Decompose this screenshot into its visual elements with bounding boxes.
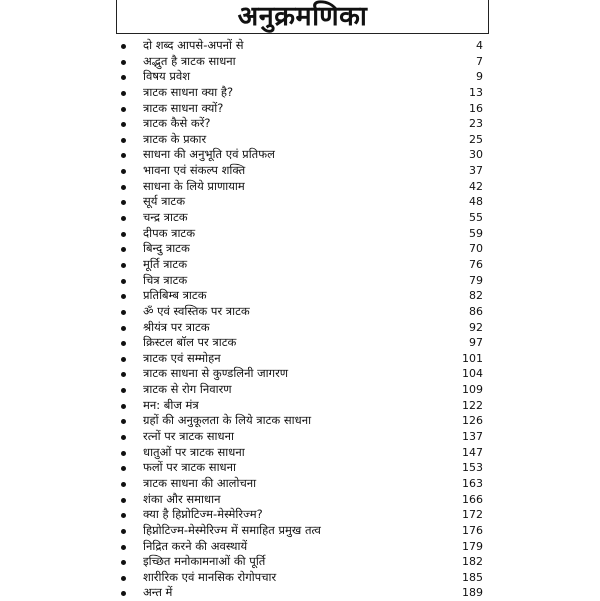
toc-entry-title: त्राटक साधना की आलोचना [143, 475, 257, 490]
toc-entry-page-number: 153 [462, 461, 483, 475]
toc-entry-page-number: 122 [462, 398, 483, 412]
toc-entry [0, 539, 600, 555]
toc-entry [0, 366, 600, 382]
toc-entry-page-number: 55 [469, 211, 483, 225]
toc-entry-title: श्रीयंत्र पर त्राटक [143, 319, 210, 334]
bullet-icon [121, 388, 126, 393]
bullet-icon [121, 91, 126, 96]
toc-entry-page-number: 92 [469, 320, 483, 334]
toc-entry [0, 210, 600, 226]
toc-entry-page-number: 182 [462, 555, 483, 569]
toc-entry-page-number: 185 [462, 570, 483, 584]
bullet-icon [121, 357, 126, 362]
bullet-icon [121, 60, 126, 65]
toc-entry-page-number: 104 [462, 367, 483, 381]
toc-entry [0, 398, 600, 414]
toc-entry-page-number: 172 [462, 508, 483, 522]
toc-entry [0, 273, 600, 289]
toc-entry [0, 69, 600, 85]
toc-entry-title: बिन्दु त्राटक [143, 241, 190, 256]
toc-entry-title: शारीरिक एवं मानसिक रोगोपचार [143, 569, 277, 584]
toc-entry-title: त्राटक साधना से कुण्डलिनी जागरण [143, 366, 289, 381]
toc-entry-page-number: 16 [469, 101, 483, 115]
bullet-icon [121, 122, 126, 127]
toc-entry-title: इच्छित मनोकामनाओं की पूर्ति [143, 554, 266, 569]
toc-entry-page-number: 42 [469, 179, 483, 193]
toc-entry-title: विषय प्रवेश [143, 69, 191, 84]
bullet-icon [121, 169, 126, 174]
toc-entry-page-number: 59 [469, 226, 483, 240]
bullet-icon [121, 200, 126, 205]
toc-entry [0, 570, 600, 586]
bullet-icon [121, 482, 126, 487]
toc-entry-title: क्या है हिप्नोटिज्म-मेस्मेरिज्म? [143, 507, 263, 522]
bullet-icon [121, 576, 126, 581]
bullet-icon [121, 310, 126, 315]
bullet-icon [121, 372, 126, 377]
toc-entry [0, 116, 600, 132]
toc-entry [0, 351, 600, 367]
toc-entry-title: त्राटक एवं सम्मोहन [143, 350, 221, 365]
toc-entry-title: निद्रित करने की अवस्थायें [143, 538, 248, 553]
toc-entry [0, 179, 600, 195]
toc-entry [0, 241, 600, 257]
bullet-icon [121, 247, 126, 252]
toc-entry [0, 194, 600, 210]
bullet-icon [121, 44, 126, 49]
toc-entry-page-number: 189 [462, 586, 483, 600]
toc-entry-page-number: 48 [469, 195, 483, 209]
bullet-icon [121, 435, 126, 440]
bullet-icon [121, 451, 126, 456]
toc-entry-page-number: 70 [469, 242, 483, 256]
bullet-icon [121, 513, 126, 518]
bullet-icon [121, 185, 126, 190]
bullet-icon [121, 419, 126, 424]
toc-entry-page-number: 25 [469, 132, 483, 146]
toc-entry [0, 54, 600, 70]
page-title: अनुक्रमणिका [237, 1, 368, 32]
toc-entry-page-number: 82 [469, 289, 483, 303]
toc-entry-title: रत्नों पर त्राटक साधना [143, 429, 234, 444]
toc-entry [0, 523, 600, 539]
toc-entry [0, 492, 600, 508]
toc-entry-page-number: 79 [469, 273, 483, 287]
toc-entry-title: अन्त में [143, 585, 173, 600]
toc-entry-title: साधना के लिये प्राणायाम [143, 178, 245, 193]
toc-entry-title: प्रतिबिम्ब त्राटक [143, 288, 207, 303]
toc-entry-title: मन: बीज मंत्र [143, 397, 199, 412]
bullet-icon [121, 591, 126, 596]
toc-entry-page-number: 147 [462, 445, 483, 459]
toc-entry [0, 132, 600, 148]
toc-entry-title: ग्रहों की अनुकूलता के लिये त्राटक साधना [143, 413, 312, 428]
toc-entry-page-number: 30 [469, 148, 483, 162]
toc-entry [0, 163, 600, 179]
toc-entry-page-number: 23 [469, 117, 483, 131]
toc-entry-title: त्राटक के प्रकार [143, 131, 207, 146]
toc-entry-title: दो शब्द आपसे-अपनों से [143, 38, 244, 52]
toc-entry [0, 288, 600, 304]
toc-entry [0, 85, 600, 101]
toc-entry [0, 226, 600, 242]
bullet-icon [121, 545, 126, 550]
toc-entry-title: क्रिस्टल बॉल पर त्राटक [143, 335, 237, 350]
toc-entry-page-number: 13 [469, 85, 483, 99]
toc-entry-title: दीपक त्राटक [143, 225, 196, 240]
toc-entry-title: शंका और समाधान [143, 491, 221, 506]
bullet-icon [121, 404, 126, 409]
toc-entry [0, 413, 600, 429]
toc-entry-page-number: 137 [462, 430, 483, 444]
toc-entry-title: भावना एवं संकल्प शक्ति [143, 163, 246, 178]
toc-entry-title: धातुओं पर त्राटक साधना [143, 444, 245, 459]
toc-entry [0, 429, 600, 445]
toc-entry-title: हिप्नोटिज्म-मेस्मेरिज्म में समाहित प्रमुख तत्व [143, 522, 321, 537]
toc-entry-title: चन्द्र त्राटक [143, 210, 188, 225]
toc-entry-page-number: 109 [462, 383, 483, 397]
bullet-icon [121, 263, 126, 268]
bullet-icon [121, 498, 126, 503]
toc-entry [0, 335, 600, 351]
toc-entry-title: त्राटक से रोग निवारण [143, 382, 232, 397]
toc-entry [0, 38, 600, 54]
toc-entry-title: चित्र त्राटक [143, 272, 188, 287]
toc-entry-page-number: 179 [462, 539, 483, 553]
bullet-icon [121, 216, 126, 221]
toc-entry-title: त्राटक साधना क्यों? [143, 100, 224, 115]
toc-entry-page-number: 9 [476, 70, 483, 84]
title-box [116, 0, 489, 34]
bullet-icon [121, 75, 126, 80]
bullet-icon [121, 560, 126, 565]
bullet-icon [121, 294, 126, 299]
toc-entry [0, 507, 600, 523]
toc-entry-title: फलों पर त्राटक साधना [143, 460, 236, 475]
toc-entry-page-number: 37 [469, 164, 483, 178]
toc-entry [0, 476, 600, 492]
toc-entry [0, 585, 600, 601]
bullet-icon [121, 107, 126, 112]
toc-entry-page-number: 126 [462, 414, 483, 428]
toc-entry-page-number: 76 [469, 257, 483, 271]
bullet-icon [121, 279, 126, 284]
toc-entry-title: त्राटक कैसे करें? [143, 116, 211, 131]
toc-entry-title: साधना की अनुभूति एवं प्रतिफल [143, 147, 275, 162]
bullet-icon [121, 341, 126, 346]
toc-entry-page-number: 101 [462, 351, 483, 365]
toc-entry [0, 460, 600, 476]
toc-entry-title: त्राटक साधना क्या है? [143, 84, 234, 99]
toc-entry-title: मूर्ति त्राटक [143, 256, 188, 271]
toc-entry [0, 382, 600, 398]
toc-entry-page-number: 166 [462, 492, 483, 506]
toc-entry-title: ॐ एवं स्वस्तिक पर त्राटक [143, 303, 250, 318]
toc-entry-page-number: 176 [462, 523, 483, 537]
toc-entry-title: अद्भुत है त्राटक साधना [143, 53, 236, 68]
bullet-icon [121, 153, 126, 158]
toc-entry [0, 257, 600, 273]
bullet-icon [121, 466, 126, 471]
toc-entry [0, 554, 600, 570]
toc-entry [0, 147, 600, 163]
toc-entry [0, 445, 600, 461]
toc-entry-title: सूर्य त्राटक [143, 194, 186, 209]
toc-entry-page-number: 86 [469, 304, 483, 318]
bullet-icon [121, 326, 126, 331]
bullet-icon [121, 529, 126, 534]
toc-list [0, 38, 600, 601]
bullet-icon [121, 232, 126, 237]
toc-entry [0, 320, 600, 336]
toc-entry [0, 304, 600, 320]
toc-entry-page-number: 97 [469, 336, 483, 350]
bullet-icon [121, 138, 126, 143]
toc-entry [0, 101, 600, 117]
toc-entry-page-number: 163 [462, 476, 483, 490]
toc-entry-page-number: 4 [476, 39, 483, 52]
toc-entry-page-number: 7 [476, 54, 483, 68]
